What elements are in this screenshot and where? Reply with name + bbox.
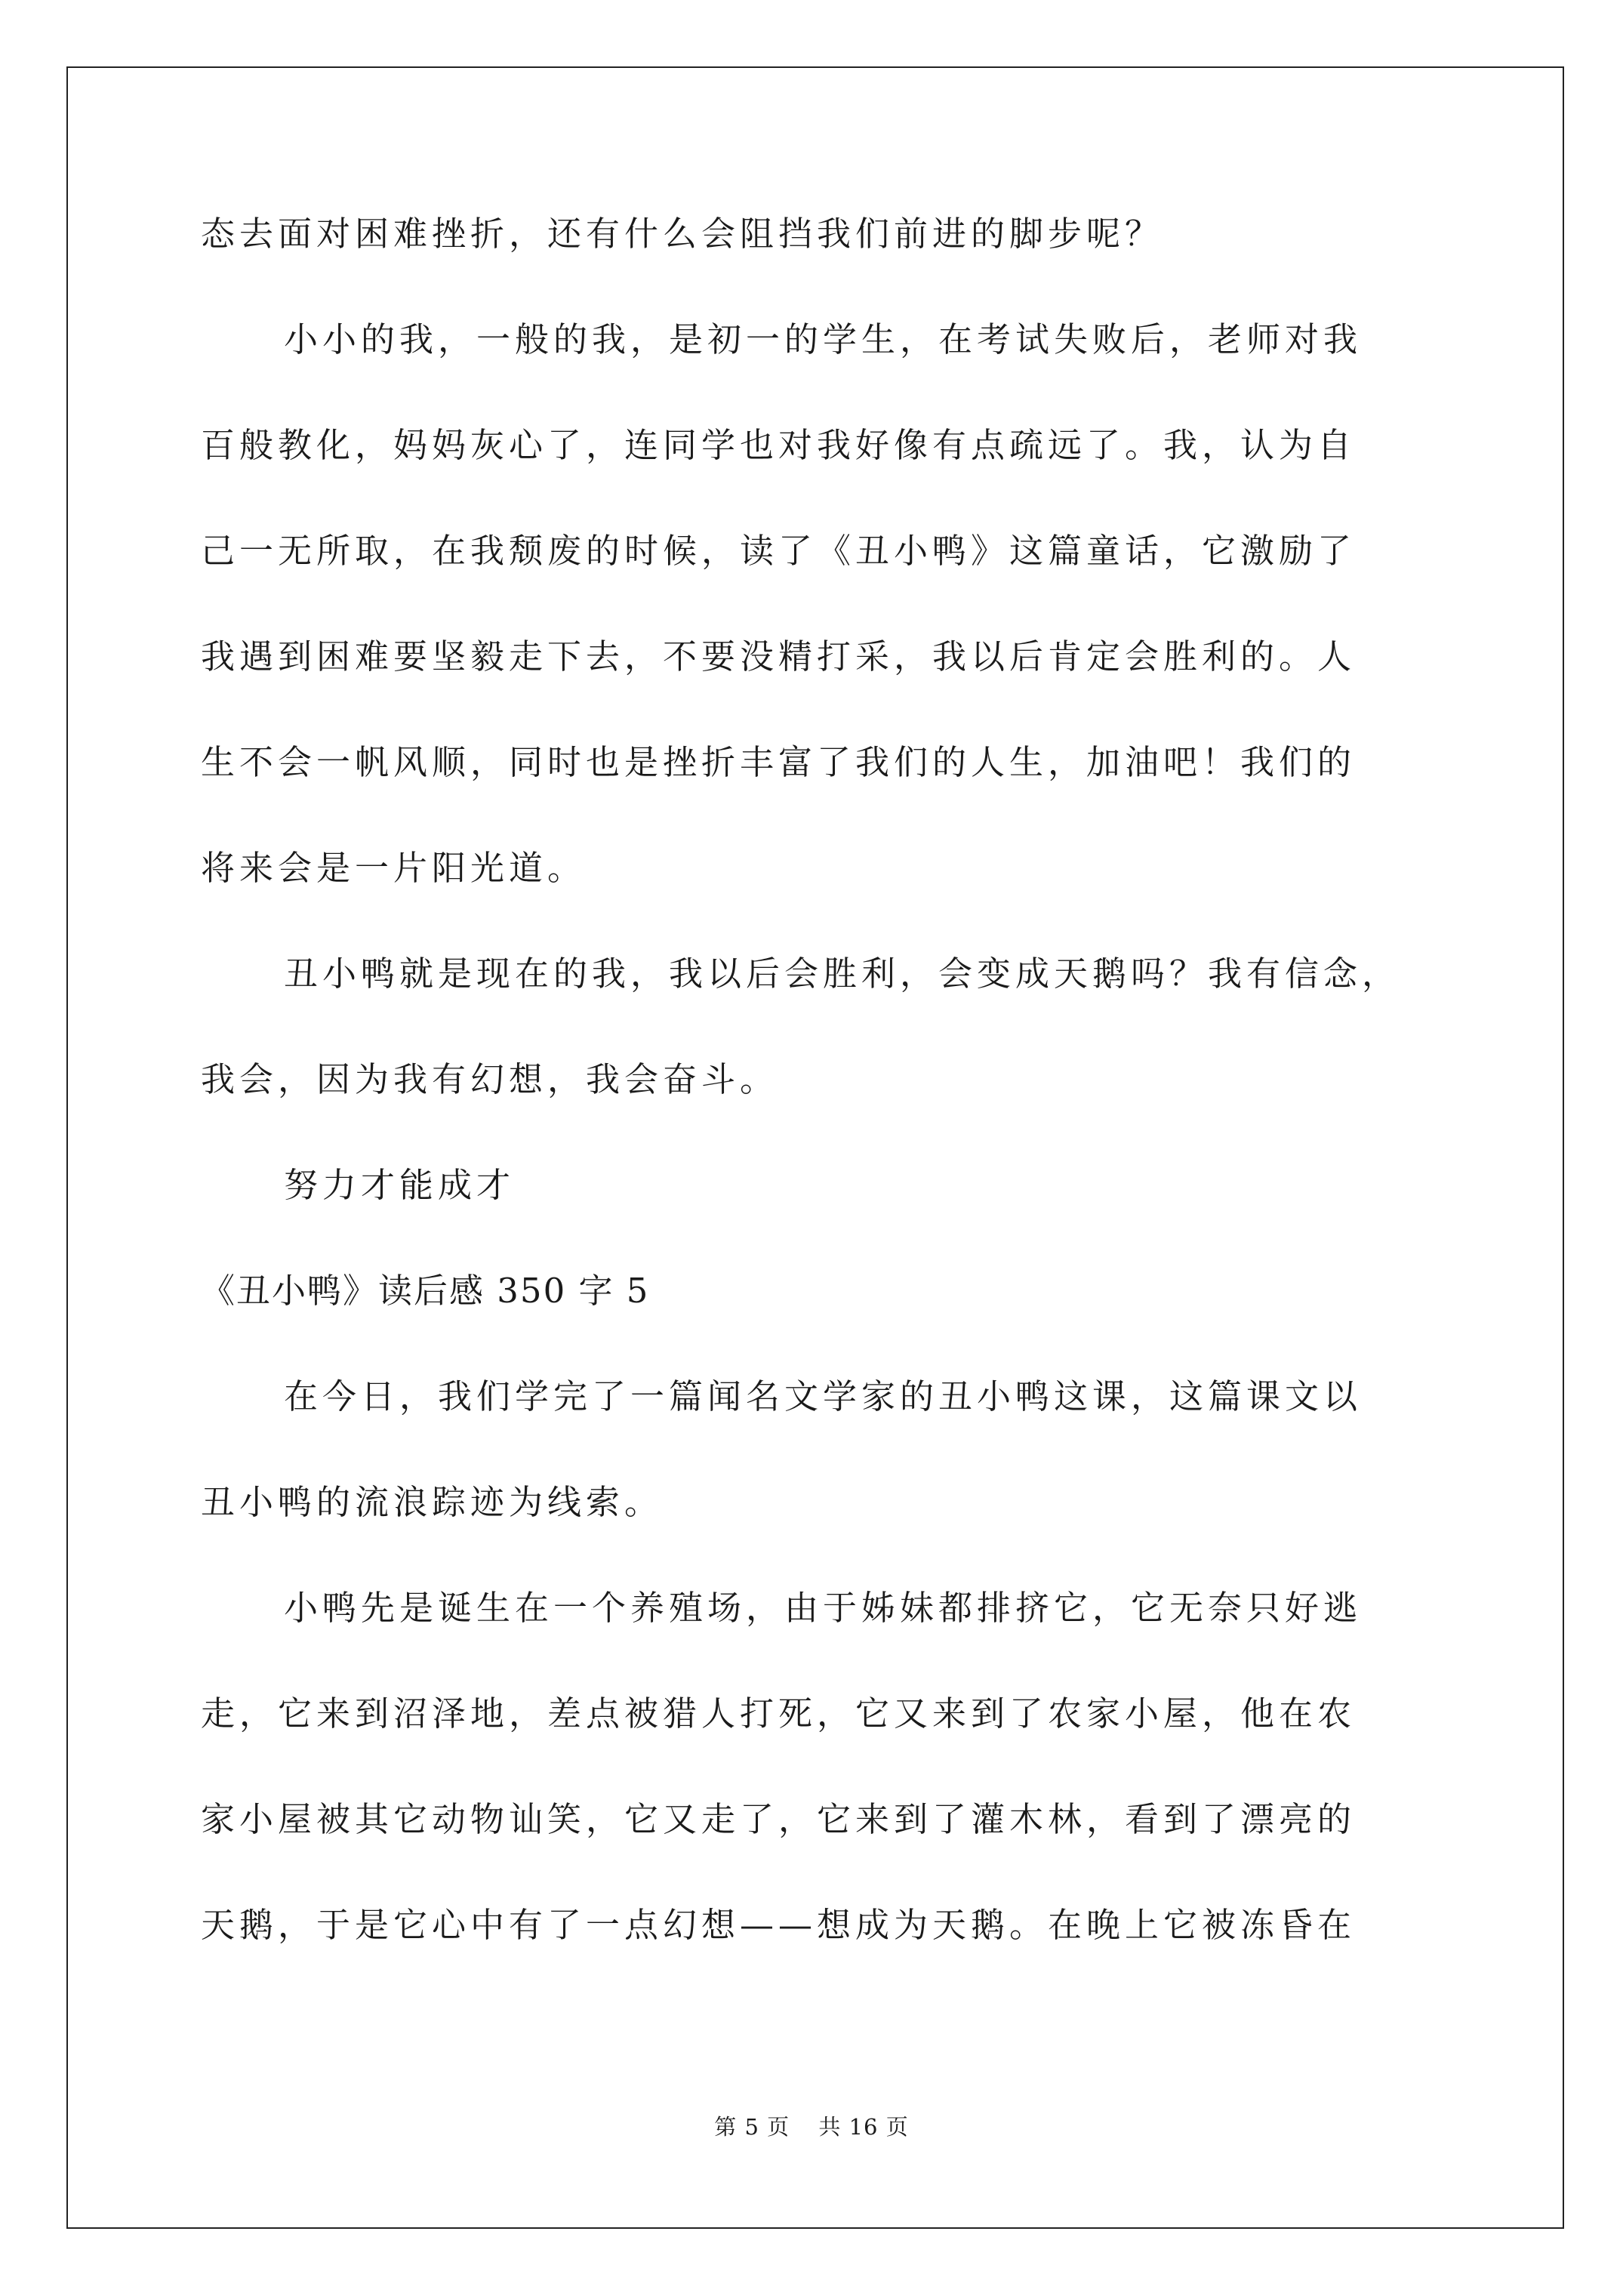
page-number: 第 5 页 <box>714 2114 790 2140</box>
text-line: 在今日，我们学完了一篇闻名文学家的丑小鸭这课，这篇课文以 <box>284 1376 1363 1416</box>
text-line: 丑小鸭就是现在的我，我以后会胜利，会变成天鹅吗？我有信念， <box>284 954 1401 994</box>
text-line: 生不会一帆风顺，同时也是挫折丰富了我们的人生，加油吧！我们的 <box>201 742 1357 782</box>
page-total: 共 16 页 <box>818 2114 909 2140</box>
text-line: 丑小鸭的流浪踪迹为线索。 <box>201 1482 664 1522</box>
section-heading: 《丑小鸭》读后感 350 字 5 <box>201 1271 650 1311</box>
text-line: 小小的我，一般的我，是初一的学生，在考试失败后，老师对我 <box>284 319 1363 359</box>
text-line: 天鹅，于是它心中有了一点幻想——想成为天鹅。在晚上它被冻昏在 <box>201 1905 1357 1945</box>
text-line: 将来会是一片阳光道。 <box>201 848 587 888</box>
text-line: 小鸭先是诞生在一个养殖场，由于姊妹都排挤它，它无奈只好逃 <box>284 1588 1363 1628</box>
page-footer <box>0 2112 1623 2142</box>
text-line: 态去面对困难挫折，还有什么会阻挡我们前进的脚步呢？ <box>201 214 1164 254</box>
text-line: 百般教化，妈妈灰心了，连同学也对我好像有点疏远了。我，认为自 <box>201 425 1357 465</box>
text-line: 走，它来到沼泽地，差点被猎人打死，它又来到了农家小屋，他在农 <box>201 1693 1357 1734</box>
text-line: 己一无所取，在我颓废的时候，读了《丑小鸭》这篇童话，它激励了 <box>201 531 1357 571</box>
text-line: 我遇到困难要坚毅走下去，不要没精打采，我以后肯定会胜利的。人 <box>201 636 1357 676</box>
text-line: 努力才能成才 <box>284 1165 516 1205</box>
text-line: 我会，因为我有幻想，我会奋斗。 <box>201 1059 779 1099</box>
text-line: 家小屋被其它动物讪笑，它又走了，它来到了灌木林，看到了漂亮的 <box>201 1799 1357 1839</box>
